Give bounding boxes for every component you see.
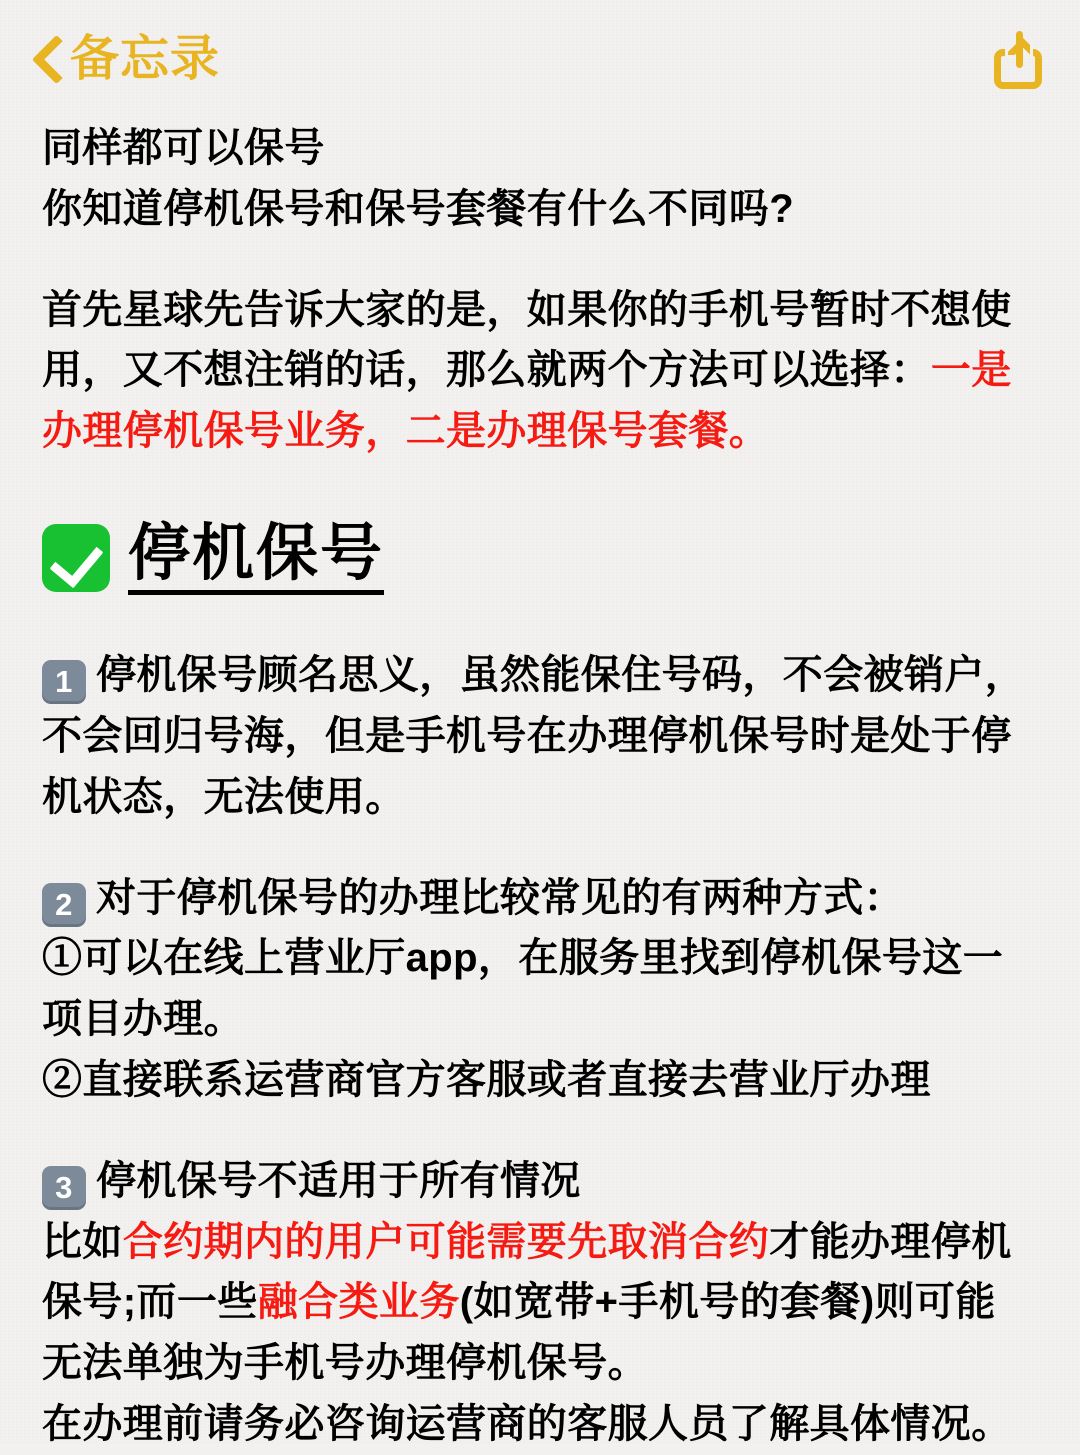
note-content — [0, 118, 1080, 1455]
detail-seg-1: 比如 — [42, 1219, 123, 1264]
number-badge-2: 2 — [42, 883, 86, 927]
list-item-detail — [42, 1212, 1036, 1394]
spacer — [42, 601, 1036, 645]
spacer — [42, 828, 1036, 868]
section-heading-text: 停机保号 — [128, 520, 384, 595]
number-badge-1: 1 — [42, 660, 86, 704]
chevron-left-icon — [30, 33, 60, 85]
navigation-bar — [0, 0, 1080, 118]
share-icon-arrow — [1008, 33, 1030, 55]
list-item-detail-last-line: 在办理前请务必咨询运营商的客服人员了解具体情况。 — [42, 1401, 1012, 1446]
list-item-subline-2: ②直接联系运营商官方客服或者直接去营业厅办理 — [42, 1057, 931, 1102]
green-check-icon — [42, 524, 110, 592]
share-icon[interactable] — [992, 27, 1046, 91]
detail-highlight-1: 合约期内的用户可能需要先取消合约 — [122, 1219, 770, 1264]
spacer — [42, 462, 1036, 506]
back-button-label: 备忘录 — [70, 31, 221, 86]
list-item — [42, 645, 1036, 827]
list-item — [42, 868, 1036, 929]
paragraph-1-black: 首先星球先告诉大家的是，如果你的手机号暂时不想使用，又不想注销的话，那么就两个方法可以选择： — [42, 287, 1012, 393]
intro-line-1: 同样都可以保号 — [42, 126, 325, 170]
detail-highlight-2: 融合类业务 — [257, 1280, 460, 1325]
list-item — [42, 1151, 1036, 1212]
back-button[interactable] — [30, 33, 220, 85]
paragraph-1-highlight: 一是办理停机保号业务，二是办理保号套餐。 — [42, 348, 1012, 454]
spacer — [42, 240, 1036, 280]
list-item-text: 停机保号顾名思义，虽然能保住号码，不会被销户，不会回归号海，但是手机号在办理停机保号时是处于停机状态，无法使用。 — [42, 653, 1026, 819]
spacer — [42, 1111, 1036, 1151]
intro-line-2: 你知道停机保号和保号套餐有什么不同吗? — [42, 186, 795, 231]
section-heading — [42, 520, 1036, 595]
list-item-text: 对于停机保号的办理比较常见的有两种方式： — [96, 875, 904, 920]
detail-seg-3: (如宽带+手机号的套餐)则可能无法单独为手机号办理停机保号。 — [42, 1280, 996, 1386]
number-badge-3: 3 — [42, 1166, 86, 1210]
list-item-subline-1: ①可以在线上营业厅app，在服务里找到停机保号这一项目办理。 — [42, 936, 1004, 1042]
list-item-text: 停机保号不适用于所有情况 — [96, 1158, 581, 1203]
paragraph-1 — [42, 280, 1036, 462]
detail-seg-2: 才能办理停机保号;而一些 — [42, 1219, 1012, 1325]
